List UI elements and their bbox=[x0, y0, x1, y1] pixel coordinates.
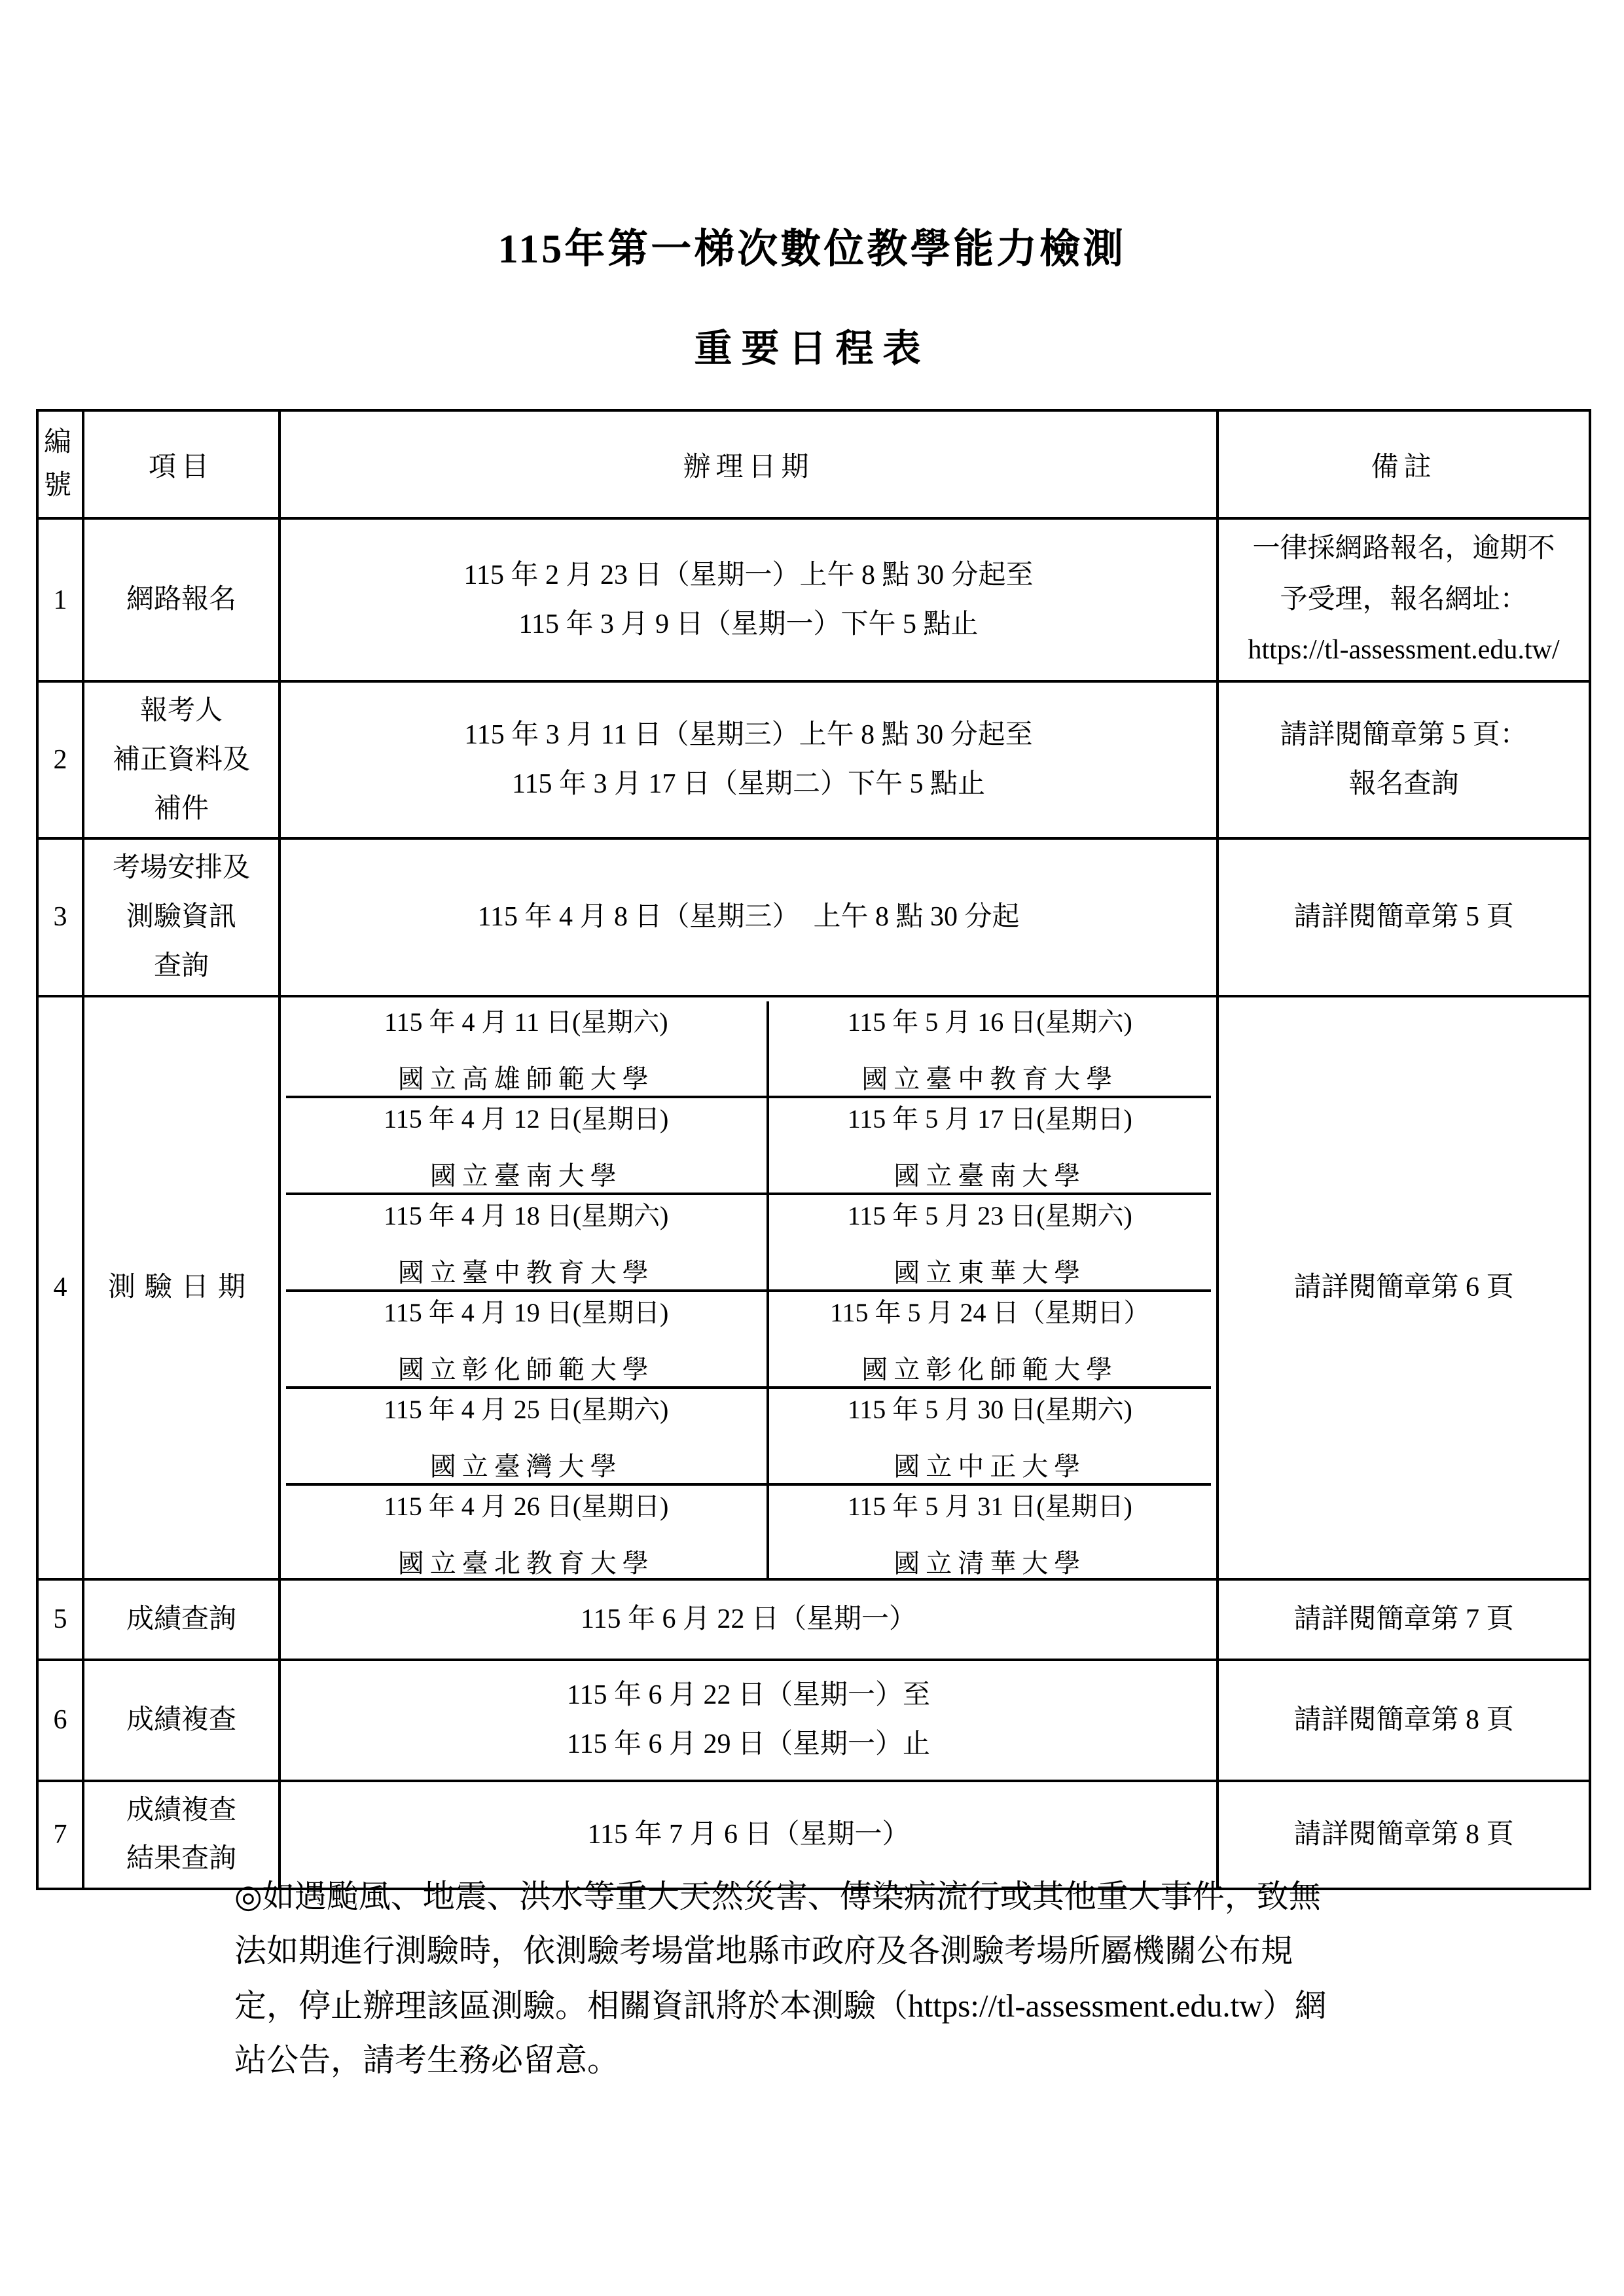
test-session bbox=[769, 1486, 1211, 1579]
session-date: 115 年 4 月 11 日(星期六) bbox=[384, 1007, 668, 1037]
column-header-date: 辦理日期 bbox=[280, 410, 1218, 518]
session-site: 國立臺中教育大學 bbox=[397, 1257, 655, 1287]
footer-line: ◎如遇颱風、地震、洪水等重大天然災害、傳染病流行或其他重大事件，致無 bbox=[234, 1878, 1321, 1914]
column-header-note: 備註 bbox=[1218, 410, 1590, 518]
date-line: 115 年 7 月 6 日（星期一） bbox=[587, 1819, 910, 1850]
item-line: 報考人 bbox=[139, 696, 223, 726]
item-line: 結果查詢 bbox=[126, 1844, 236, 1874]
item-line: 補件 bbox=[153, 793, 209, 824]
session-site: 國立中正大學 bbox=[893, 1451, 1087, 1481]
item-line: 測驗日期 bbox=[107, 1272, 255, 1302]
row-date bbox=[280, 838, 1218, 996]
note-line: 請詳閱簡章第 6 頁 bbox=[1293, 1272, 1514, 1302]
note-line: 一律採網路報名，逾期不 bbox=[1252, 533, 1555, 564]
item-line: 成績複查 bbox=[126, 1704, 236, 1735]
footer-line: 定，停止辦理該區測驗。相關資訊將於本測驗（https://tl-assessment.edu.tw）網 bbox=[234, 1987, 1327, 2024]
session-date: 115 年 5 月 30 日(星期六) bbox=[847, 1394, 1132, 1424]
date-line: 115 年 6 月 22 日（星期一） bbox=[581, 1604, 916, 1634]
row-number: 2 bbox=[37, 681, 83, 838]
item-line: 考場安排及 bbox=[112, 853, 250, 884]
session-site: 國立臺中教育大學 bbox=[861, 1064, 1119, 1094]
table-row-4 bbox=[37, 996, 1590, 1579]
date-line: 115 年 3 月 9 日（星期一）下午 5 點止 bbox=[518, 609, 979, 639]
item-line: 成績查詢 bbox=[126, 1604, 236, 1634]
session-date: 115 年 5 月 16 日(星期六) bbox=[847, 1007, 1132, 1037]
test-session bbox=[286, 1389, 769, 1486]
session-site: 國立東華大學 bbox=[893, 1257, 1087, 1287]
row-date bbox=[280, 518, 1218, 681]
schedule-table bbox=[36, 409, 1591, 1890]
note-line: 予受理，報名網址： bbox=[1280, 584, 1528, 615]
test-session bbox=[769, 1389, 1211, 1486]
date-line: 115 年 3 月 17 日（星期二）下午 5 點止 bbox=[512, 769, 985, 800]
row-number: 6 bbox=[37, 1660, 83, 1781]
test-session bbox=[769, 1292, 1211, 1389]
note-line: 請詳閱簡章第 5 頁 bbox=[1293, 902, 1514, 933]
row-number: 5 bbox=[37, 1579, 83, 1660]
session-date: 115 年 5 月 24 日（星期日） bbox=[830, 1297, 1150, 1327]
note-line: 報名查詢 bbox=[1348, 769, 1459, 800]
session-site: 國立彰化師範大學 bbox=[861, 1354, 1119, 1384]
row-item bbox=[83, 1660, 280, 1781]
column-header-item: 項目 bbox=[83, 410, 280, 518]
date-line: 115 年 4 月 8 日（星期三） 上午 8 點 30 分起 bbox=[477, 902, 1020, 933]
test-session bbox=[769, 1098, 1211, 1195]
note-line: 請詳閱簡章第 8 頁 bbox=[1293, 1819, 1514, 1850]
date-line: 115 年 6 月 29 日（星期一）止 bbox=[567, 1729, 930, 1760]
item-line: 補正資料及 bbox=[112, 744, 250, 775]
test-sessions-grid bbox=[286, 1001, 1211, 1578]
row-item bbox=[83, 838, 280, 996]
page-subtitle: 重要日程表 bbox=[694, 327, 930, 370]
table-row-1 bbox=[37, 518, 1590, 681]
note-line: 請詳閱簡章第 5 頁： bbox=[1280, 720, 1528, 751]
session-date: 115 年 4 月 25 日(星期六) bbox=[384, 1394, 669, 1424]
test-session bbox=[286, 1292, 769, 1389]
row-date bbox=[280, 1660, 1218, 1781]
row-note bbox=[1218, 838, 1590, 996]
date-line: 115 年 2 月 23 日（星期一）上午 8 點 30 分起至 bbox=[463, 560, 1034, 590]
session-date: 115 年 5 月 17 日(星期日) bbox=[847, 1103, 1132, 1134]
row-note bbox=[1218, 518, 1590, 681]
session-date: 115 年 4 月 19 日(星期日) bbox=[384, 1297, 669, 1327]
session-date: 115 年 4 月 18 日(星期六) bbox=[384, 1200, 669, 1230]
table-header-row bbox=[37, 410, 1590, 518]
row-item bbox=[83, 518, 280, 681]
row-number: 7 bbox=[37, 1781, 83, 1890]
session-date: 115 年 5 月 31 日(星期日) bbox=[847, 1491, 1132, 1521]
table-row-5 bbox=[37, 1579, 1590, 1660]
footer-note bbox=[234, 1869, 1399, 2087]
item-line: 測驗資訊 bbox=[126, 902, 236, 933]
note-line: 請詳閱簡章第 8 頁 bbox=[1293, 1704, 1514, 1735]
session-date: 115 年 4 月 12 日(星期日) bbox=[384, 1103, 669, 1134]
table-row-6 bbox=[37, 1660, 1590, 1781]
row-note bbox=[1218, 996, 1590, 1579]
row-number: 3 bbox=[37, 838, 83, 996]
row-date bbox=[280, 681, 1218, 838]
page-title: 115年第一梯次數位教學能力檢測 bbox=[497, 227, 1127, 272]
item-line: 成績複查 bbox=[126, 1795, 236, 1825]
column-header-no: 編號 bbox=[37, 410, 83, 518]
registration-url: https://tl-assessment.edu.tw/ bbox=[1248, 635, 1560, 666]
row-number: 1 bbox=[37, 518, 83, 681]
test-session bbox=[286, 1195, 769, 1292]
session-site: 國立彰化師範大學 bbox=[397, 1354, 655, 1384]
test-session bbox=[286, 1486, 769, 1579]
row-note bbox=[1218, 1579, 1590, 1660]
session-date: 115 年 4 月 26 日(星期日) bbox=[384, 1491, 669, 1521]
row-note bbox=[1218, 681, 1590, 838]
footer-line: 法如期進行測驗時，依測驗考場當地縣市政府及各測驗考場所屬機關公布規 bbox=[234, 1933, 1293, 1969]
session-site: 國立高雄師範大學 bbox=[397, 1064, 655, 1094]
test-session bbox=[769, 1001, 1211, 1098]
session-date: 115 年 5 月 23 日(星期六) bbox=[847, 1200, 1132, 1230]
row-note bbox=[1218, 1660, 1590, 1781]
test-session bbox=[286, 1001, 769, 1098]
footer-line: 站公告，請考生務必留意。 bbox=[234, 2041, 620, 2078]
test-session bbox=[286, 1098, 769, 1195]
row-date bbox=[280, 1579, 1218, 1660]
session-site: 國立清華大學 bbox=[893, 1548, 1087, 1578]
row-item bbox=[83, 681, 280, 838]
item-line: 查詢 bbox=[153, 950, 209, 981]
note-line: 請詳閱簡章第 7 頁 bbox=[1293, 1604, 1514, 1634]
item-line: 網路報名 bbox=[126, 584, 236, 615]
test-sessions-cell bbox=[280, 996, 1218, 1579]
session-site: 國立臺南大學 bbox=[893, 1160, 1087, 1191]
table-row-3 bbox=[37, 838, 1590, 996]
row-item bbox=[83, 1579, 280, 1660]
row-number: 4 bbox=[37, 996, 83, 1579]
session-site: 國立臺灣大學 bbox=[429, 1451, 623, 1481]
row-item bbox=[83, 996, 280, 1579]
date-line: 115 年 3 月 11 日（星期三）上午 8 點 30 分起至 bbox=[464, 720, 1033, 751]
session-site: 國立臺南大學 bbox=[429, 1160, 623, 1191]
session-site: 國立臺北教育大學 bbox=[397, 1548, 655, 1578]
table-row-2 bbox=[37, 681, 1590, 838]
test-session bbox=[769, 1195, 1211, 1292]
date-line: 115 年 6 月 22 日（星期一）至 bbox=[567, 1680, 930, 1711]
